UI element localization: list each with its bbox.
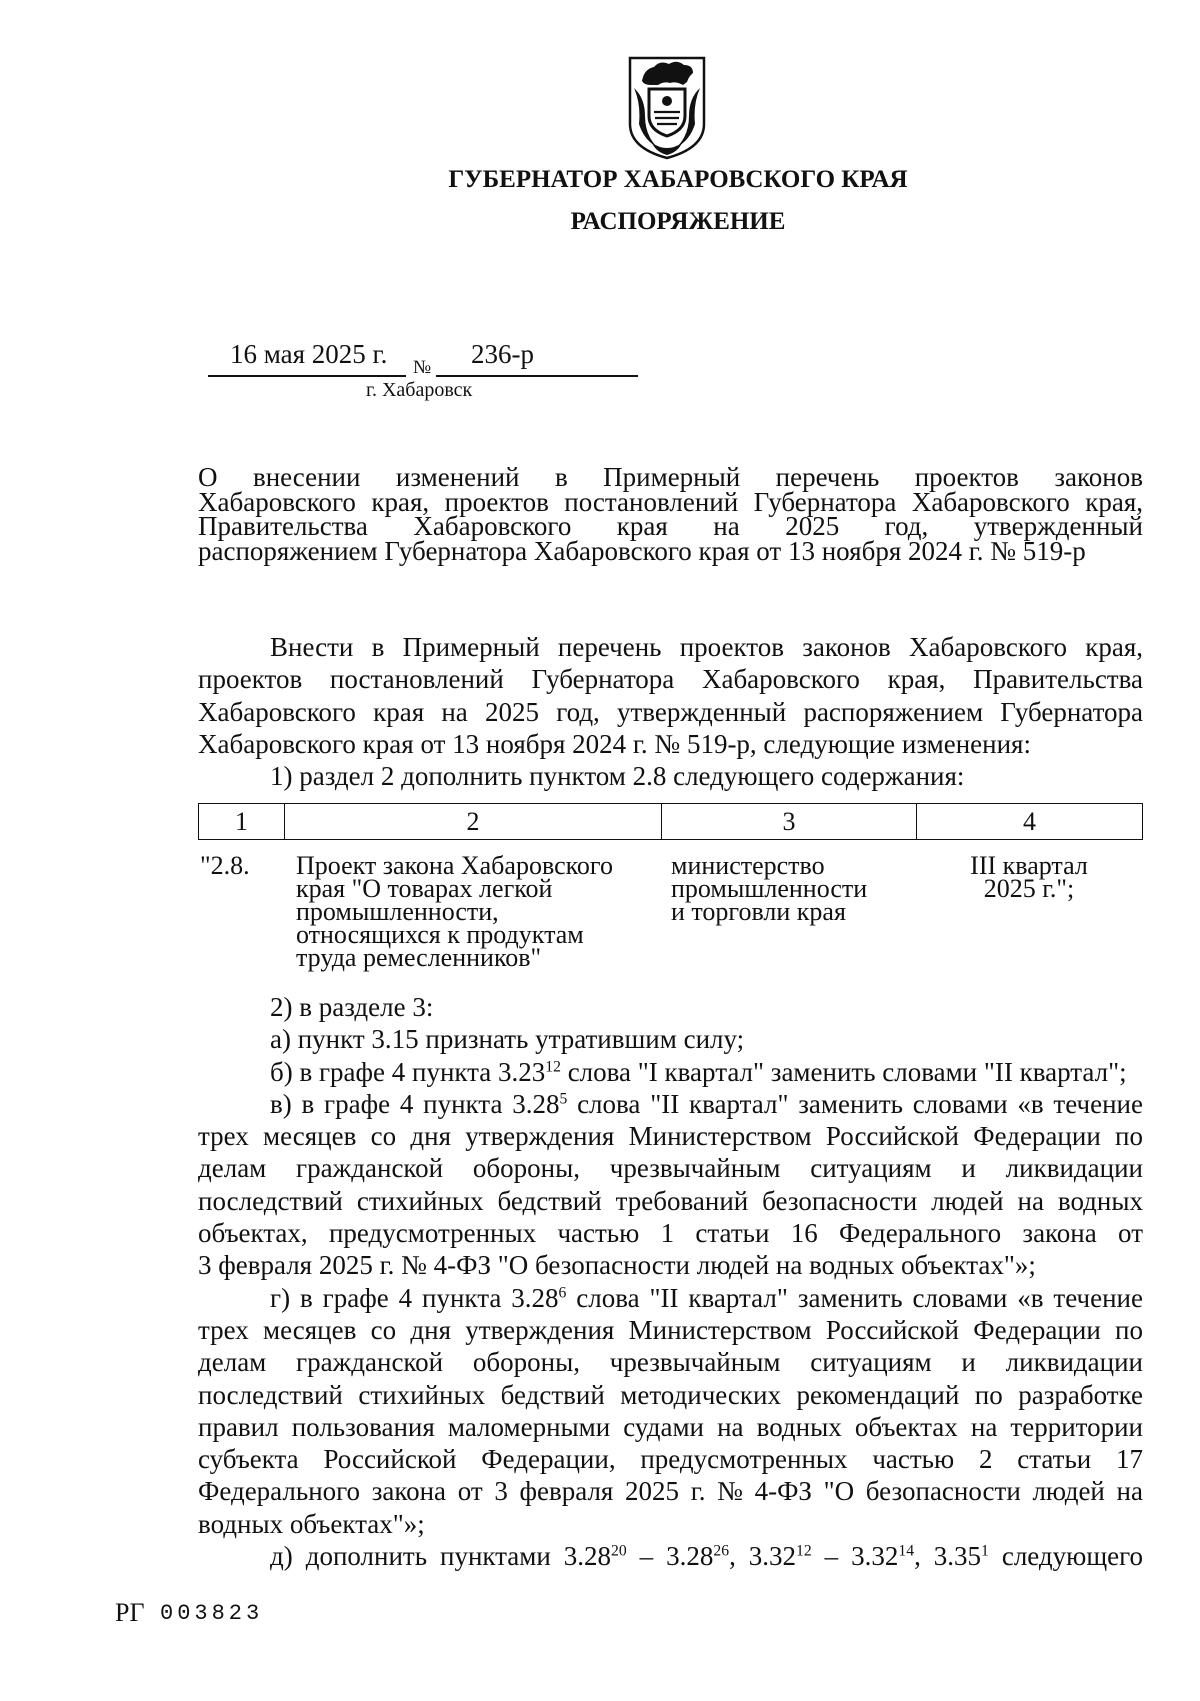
text-segment: слова "I квартал" заменить словами "II квартал"; <box>560 1056 1127 1087</box>
text-segment: относящихся к продуктам <box>296 920 584 949</box>
text-line <box>198 1249 1143 1281</box>
line-content <box>198 1152 1143 1184</box>
coat-of-arms-icon <box>626 54 708 162</box>
text-line <box>200 851 250 880</box>
text-segment: 2) в разделе 3: <box>270 992 434 1022</box>
line-content <box>983 874 1075 903</box>
line-content <box>198 1443 1143 1475</box>
text-line <box>270 760 1143 792</box>
superscript-index: 14 <box>898 1542 915 1560</box>
line-content <box>198 1411 1143 1443</box>
text-line <box>671 897 911 926</box>
text-segment: министерство <box>671 851 825 880</box>
body-text-after-table <box>198 991 1143 1572</box>
text-segment: проектов постановлений Губернатора Хабаровского края, Правительства <box>198 664 1143 695</box>
number-sign: № <box>413 357 432 378</box>
text-line <box>198 1379 1143 1411</box>
text-segment: труда ремесленников" <box>296 943 542 972</box>
superscript-index: 12 <box>796 1542 812 1560</box>
text-segment: трех месяцев со дня утверждения Министерством Российской Федерации по <box>198 1314 1143 1345</box>
text-segment: промышленности, <box>296 897 499 926</box>
line-content <box>198 1185 1143 1217</box>
line-content <box>198 1508 425 1540</box>
text-segment: д) дополнить пунктами 3.28 <box>270 1541 612 1572</box>
date-underline <box>208 375 406 377</box>
text-segment: промышленности <box>671 874 868 903</box>
document-number: 236-р <box>471 339 534 369</box>
text-segment: , 3.35 <box>914 1541 982 1572</box>
line-content <box>270 1088 1143 1120</box>
text-segment: распоряжением Губернатора Хабаровского края от 13 ноября 2024 г. № 519-р <box>198 535 1086 566</box>
text-segment: – 3.32 <box>811 1541 899 1572</box>
text-segment: правил пользования маломерными судами на водных объектах на территории <box>198 1411 1143 1442</box>
text-segment: Проект закона Хабаровского <box>296 851 613 880</box>
superscript-index: 26 <box>713 1542 730 1560</box>
text-segment: и торговли края <box>671 897 846 926</box>
text-segment: последствий стихийных бедствий требований безопасности людей на водных <box>198 1185 1143 1216</box>
text-line <box>198 1411 1143 1443</box>
text-segment: 2025 г."; <box>983 874 1075 903</box>
line-content <box>198 728 1031 760</box>
line-content <box>270 760 964 792</box>
text-segment: субъекта Российской Федерации, предусмотренных частью 2 статьи 17 <box>198 1444 1143 1475</box>
table-header-cell: 2 <box>284 804 661 839</box>
line-content <box>270 1023 744 1055</box>
issue-place: г. Хабаровск <box>366 379 473 401</box>
issuing-authority: ГУБЕРНАТОР ХАБАРОВСКОГО КРАЯ <box>448 166 908 193</box>
text-line <box>198 1217 1143 1249</box>
paragraph <box>198 1282 1143 1540</box>
superscript-index: 6 <box>558 1283 567 1301</box>
text-segment: Хабаровского края на 2025 год, утвержденный распоряжением Губернатора <box>198 696 1143 727</box>
text-line <box>198 535 1143 566</box>
text-line <box>296 943 656 972</box>
text-line <box>198 1346 1143 1378</box>
medallion-sun <box>662 96 672 106</box>
text-segment: слова "II квартал" заменить словами «в течение <box>566 1282 1143 1313</box>
text-segment: Правительства Хабаровского края на 2025 год, утвержденный <box>198 511 1143 542</box>
paragraph <box>198 462 1143 566</box>
text-line <box>198 728 1143 760</box>
line-content <box>198 1314 1143 1346</box>
table-header-row <box>198 803 1143 840</box>
document-date: 16 мая 2025 г. <box>230 339 388 369</box>
text-segment: трех месяцев со дня утверждения Министерством Российской Федерации по <box>198 1121 1143 1152</box>
text-line <box>270 991 1143 1023</box>
line-content <box>198 663 1143 695</box>
text-segment: О внесении изменений в Примерный перечень проектов законов <box>198 462 1143 492</box>
text-line <box>198 1508 1143 1540</box>
paragraph <box>198 1023 1143 1055</box>
paragraph <box>198 760 1143 792</box>
line-content <box>270 1056 1127 1088</box>
line-content <box>198 1217 1143 1249</box>
text-segment: объектах, предусмотренных частью 1 статьи 16 Федерального закона от <box>198 1218 1143 1249</box>
line-content <box>198 535 1086 566</box>
table-cell-deadline <box>915 851 1143 903</box>
line-content <box>270 1540 1143 1572</box>
table-header-cell: 1 <box>235 806 248 836</box>
text-line <box>270 631 1143 663</box>
line-content <box>296 943 542 972</box>
text-segment: края "О товарах легкой <box>296 874 553 903</box>
text-line <box>198 1475 1143 1507</box>
text-segment: слова "II квартал" заменить словами «в течение <box>567 1088 1143 1119</box>
table-header-cell: 3 <box>661 804 916 839</box>
text-line <box>198 1185 1143 1217</box>
paragraph <box>198 1540 1143 1572</box>
superscript-index: 1 <box>981 1542 989 1560</box>
text-segment: б) в графе 4 пункта 3.23 <box>270 1056 546 1087</box>
line-content <box>270 631 1143 663</box>
text-line <box>198 663 1143 695</box>
line-content <box>671 897 846 926</box>
text-line <box>270 1023 1143 1055</box>
text-segment: Внести в Примерный перечень проектов законов Хабаровского края, <box>270 632 1143 662</box>
line-content <box>198 1249 1036 1281</box>
text-line <box>915 874 1143 903</box>
paragraph <box>198 631 1143 760</box>
text-line <box>270 1282 1143 1314</box>
text-line <box>270 1088 1143 1120</box>
text-segment: следующего <box>988 1541 1144 1572</box>
text-line <box>198 1443 1143 1475</box>
text-segment: г) в графе 4 пункта 3.28 <box>270 1282 559 1313</box>
text-segment: в) в графе 4 пункта 3.28 <box>270 1088 560 1119</box>
text-line <box>270 1540 1143 1572</box>
paragraph <box>198 1088 1143 1282</box>
table-cell-project <box>296 851 656 972</box>
table-header-cell: 4 <box>916 804 1142 839</box>
line-content <box>270 1282 1143 1314</box>
text-segment: Хабаровского края, проектов постановлений Губернатора Хабаровского края, <box>198 486 1143 517</box>
superscript-index: 12 <box>545 1057 561 1075</box>
body-text-before-table <box>198 631 1143 792</box>
line-content <box>198 696 1143 728</box>
line-content <box>198 1120 1143 1152</box>
form-series: РГ <box>115 1598 145 1627</box>
line-content <box>200 851 250 880</box>
form-serial-number: 003823 <box>160 1601 264 1626</box>
text-segment: Федерального закона от 3 февраля 2025 г. № 4-ФЗ "О безопасности людей на <box>198 1476 1143 1507</box>
text-segment: делам гражданской обороны, чрезвычайным ситуациям и ликвидации <box>198 1347 1143 1378</box>
superscript-index: 20 <box>611 1542 627 1560</box>
text-line <box>198 696 1143 728</box>
text-segment: Хабаровского края от 13 ноября 2024 г. № 519-р, следующие изменения: <box>198 728 1031 759</box>
text-line <box>198 1314 1143 1346</box>
line-content <box>198 1346 1143 1378</box>
text-line <box>270 1056 1143 1088</box>
text-segment: , 3.32 <box>729 1541 797 1572</box>
document-type: РАСПОРЯЖЕНИЕ <box>570 208 786 235</box>
text-segment: водных объектах"»; <box>198 1508 425 1539</box>
text-segment: последствий стихийных бедствий методических рекомендаций по разработке <box>198 1379 1143 1410</box>
superscript-index: 5 <box>559 1090 568 1108</box>
text-segment: III квартал <box>970 851 1088 880</box>
number-underline <box>436 375 638 377</box>
subject-heading <box>198 462 1143 566</box>
text-segment: делам гражданской обороны, чрезвычайным ситуациям и ликвидации <box>198 1153 1143 1184</box>
paragraph <box>198 1056 1143 1088</box>
line-content <box>198 1379 1143 1411</box>
paragraph <box>198 991 1143 1023</box>
text-segment: а) пункт 3.15 признать утратившим силу; <box>270 1024 745 1055</box>
line-content <box>270 991 433 1023</box>
line-content <box>198 1475 1143 1507</box>
table-cell-executor <box>671 851 911 926</box>
text-segment: 1) раздел 2 дополнить пунктом 2.8 следующего содержания: <box>270 761 965 792</box>
text-segment: 3 февраля 2025 г. № 4-ФЗ "О безопасности людей на водных объектах"»; <box>198 1250 1036 1281</box>
text-line <box>198 1152 1143 1184</box>
text-segment: "2.8. <box>200 851 250 880</box>
text-segment: – 3.28 <box>626 1541 714 1572</box>
table-cell-item-number <box>200 851 250 880</box>
text-line <box>198 1120 1143 1152</box>
